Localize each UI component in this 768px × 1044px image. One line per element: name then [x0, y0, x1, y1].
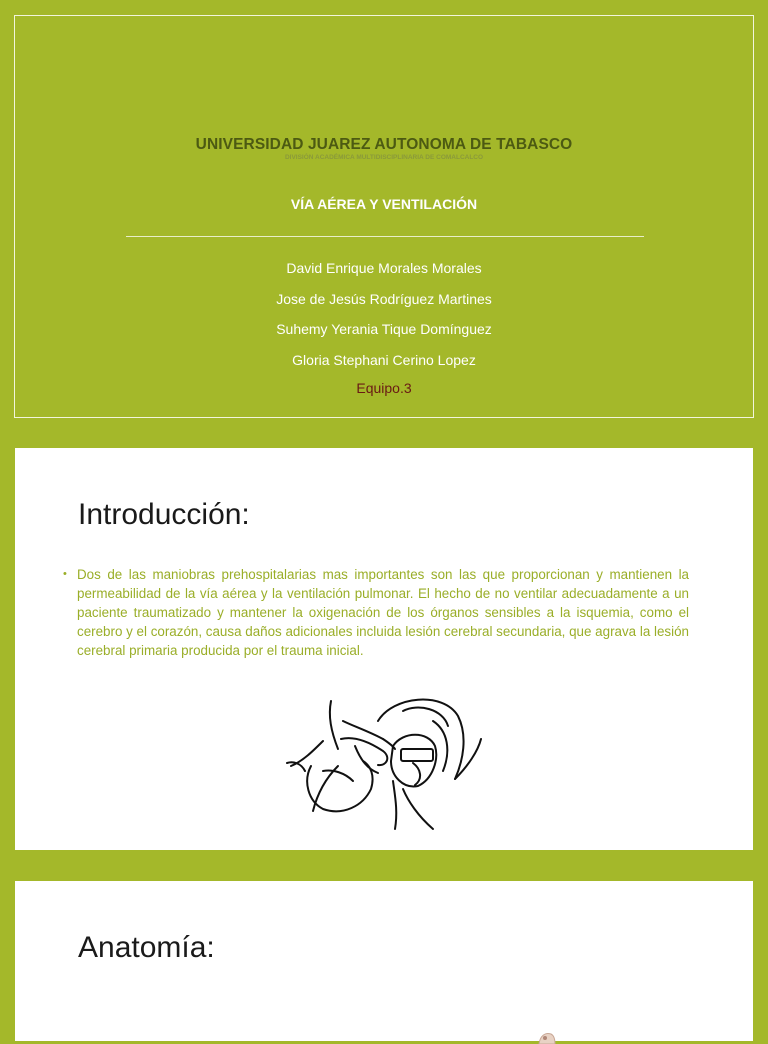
- university-name: UNIVERSIDAD JUAREZ AUTONOMA DE TABASCO: [195, 136, 573, 153]
- bag-mask-ventilation-illustration: [283, 691, 485, 831]
- bullet-marker: •: [63, 568, 67, 580]
- author-name: David Enrique Morales Morales: [286, 260, 482, 276]
- author-list: [15, 258, 753, 380]
- anatomy-slide: [15, 881, 753, 1041]
- slide-heading: Anatomía:: [78, 931, 215, 964]
- author-name: Gloria Stephani Cerino Lopez: [292, 351, 476, 368]
- intro-paragraph: [63, 565, 689, 660]
- slide-heading: Introducción:: [78, 498, 250, 531]
- introduction-slide: [15, 448, 753, 850]
- title-divider: [126, 236, 644, 237]
- intro-paragraph-text: Dos de las maniobras prehospitalarias mas importantes son las que proporcionan y mantienen la permeabilidad de la vía aérea y la ventilación pulmonar. El hecho de no ventilar adecuadamente a un paciente traumatizado y mantener la oxigenación de los órganos sensibles a la isquemia, como el cerebro y el corazón, causa daños adicionales incluida lesión cerebral secundaria, que agrava la lesión cerebral primaria producida por el trauma inicial.: [77, 567, 689, 658]
- author-name: Jose de Jesús Rodríguez Martines: [276, 290, 492, 307]
- presentation-topic: VÍA AÉREA Y VENTILACIÓN: [290, 196, 478, 212]
- title-slide: [14, 15, 754, 418]
- division-name: DIVISIÓN ACADÉMICA MULTIDISCIPLINARIA DE COMALCALCO: [284, 154, 484, 161]
- anatomy-illustration-fragment: [525, 1014, 565, 1044]
- team-label: Equipo.3: [356, 380, 412, 396]
- author-name: Suhemy Yerania Tique Domínguez: [276, 321, 492, 337]
